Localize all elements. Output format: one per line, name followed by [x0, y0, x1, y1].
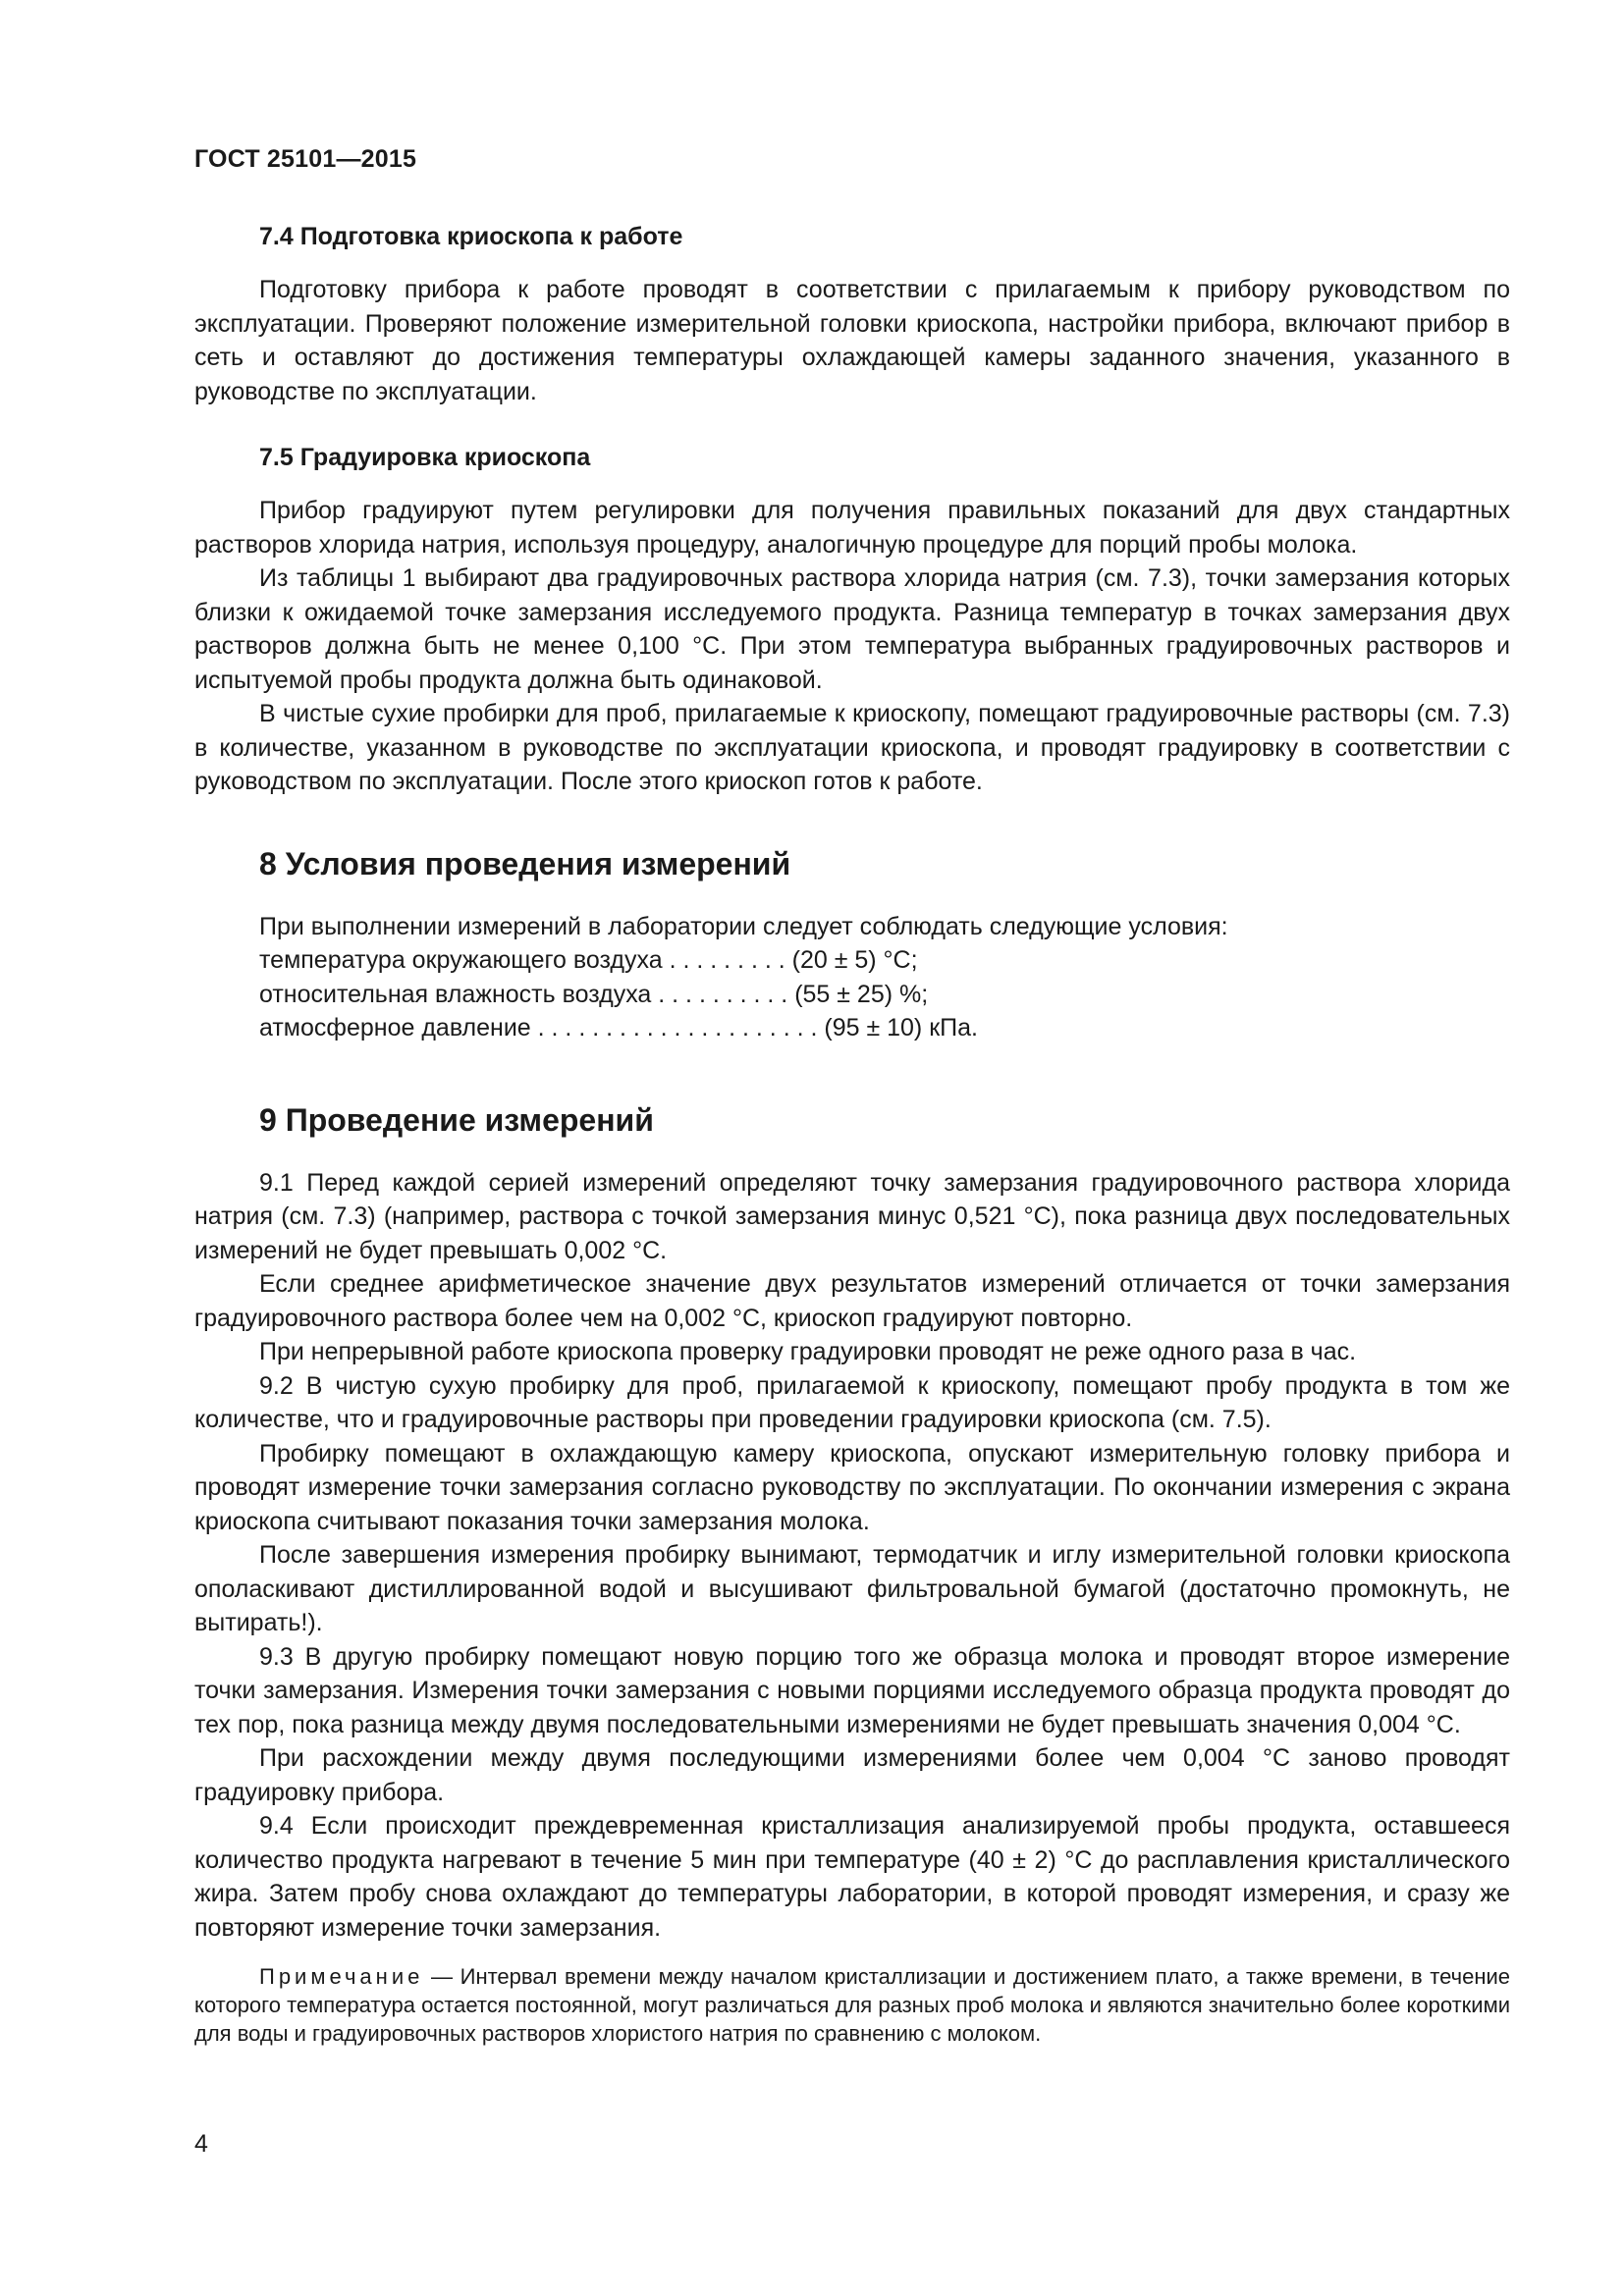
note-text: — Интервал времени между началом кристаллизации и достижением плато, а также времени, в течение которого температура остается постоянной, могут различаться для разных проб молока и являются значительно более короткими для воды и градуировочных растворов хлористого натрия по сравнению с молоком.: [194, 1964, 1510, 2046]
section-7-4-paragraph: Подготовку прибора к работе проводят в соответствии с прилагаемым к прибору руководством по эксплуатации. Проверяют положение измерительной головки криоскопа, настройки прибора, включают прибор в сеть и оставляют до достижения температуры охлаждающей камеры заданного значения, указанного в руководстве по эксплуатации.: [194, 276, 1510, 405]
section-9-paragraph: При расхождении между двумя последующими измерениями более чем 0,004 °С заново проводят градуировку прибора.: [194, 1744, 1510, 1806]
section-7-4-title: 7.4 Подготовка криоскопа к работе: [259, 223, 683, 250]
section-7-5-paragraph-2: Из таблицы 1 выбирают два градуировочных раствора хлорида натрия (см. 7.3), точки замерзания которых близки к ожидаемой точке замерзания исследуемого продукта. Разница температур в точках замерзания двух растворов должна быть не менее 0,100 °С. При этом температура выбранных градуировочных растворов и испытуемой пробы продукта должна быть одинаковой.: [194, 564, 1510, 694]
section-8-title: 8 Условия проведения измерений: [259, 845, 791, 881]
document-page: [194, 145, 1510, 2048]
document-code: ГОСТ 25101—2015: [194, 145, 417, 173]
section-9-paragraph: При непрерывной работе криоскопа проверку градуировки проводят не реже одного раза в час.: [259, 1338, 1357, 1365]
condition-humidity: относительная влажность воздуха . . . . . . . . . . (55 ± 25) %;: [259, 980, 929, 1008]
section-9-title: 9 Проведение измерений: [259, 1101, 654, 1138]
section-7-5-paragraph-1: Прибор градуируют путем регулировки для получения правильных показаний для двух стандартных растворов хлорида натрия, используя процедуру, аналогичную процедуре для порций пробы молока.: [194, 497, 1510, 559]
note-label: Примечание: [259, 1964, 424, 1989]
note: [194, 1962, 1510, 2048]
section-9-paragraph: 9.1 Перед каждой серией измерений определяют точку замерзания градуировочного раствора хлорида натрия (см. 7.3) (например, раствора с точкой замерзания минус 0,521 °С), пока разница двух последовательных измерений не будет превышать 0,002 °С.: [194, 1168, 1510, 1264]
section-9-paragraph: После завершения измерения пробирку вынимают, термодатчик и иглу измерительной головки криоскопа ополаскивают дистиллированной водой и высушивают фильтровальной бумагой (достаточно промокнуть, не вытирать!).: [194, 1541, 1510, 1636]
conditions-intro: При выполнении измерений в лаборатории следует соблюдать следующие условия:: [259, 912, 1228, 940]
section-9-paragraph: Если среднее арифметическое значение двух результатов измерений отличается от точки замерзания градуировочного раствора более чем на 0,002 °С, криоскоп градуируют повторно.: [194, 1270, 1510, 1332]
section-9-paragraph: 9.4 Если происходит преждевременная кристаллизация анализируемой пробы продукта, оставшееся количество продукта нагревают в течение 5 мин при температуре (40 ± 2) °С до расплавления кристаллического жира. Затем пробу снова охлаждают до температуры лаборатории, в которой проводят измерения, и сразу же повторяют измерение точки замерзания.: [194, 1812, 1510, 1942]
section-9-paragraph: 9.3 В другую пробирку помещают новую порцию того же образца молока и проводят второе измерение точки замерзания. Измерения точки замерзания с новыми порциями исследуемого образца продукта проводят до тех пор, пока разница между двумя последовательными измерениями не будет превышать значения 0,004 °С.: [194, 1642, 1510, 1738]
condition-temperature: температура окружающего воздуха . . . . . . . . . (20 ± 5) °С;: [259, 946, 918, 974]
section-7-5-paragraph-3: В чистые сухие пробирки для проб, прилагаемые к криоскопу, помещают градуировочные растворы (см. 7.3) в количестве, указанном в руководстве по эксплуатации криоскопа, и проводят градуировку в соответствии с руководством по эксплуатации. После этого криоскоп готов к работе.: [194, 700, 1510, 795]
condition-pressure: атмосферное давление . . . . . . . . . . . . . . . . . . . . . (95 ± 10) кПа.: [259, 1014, 978, 1041]
page-number: 4: [194, 2130, 208, 2158]
section-7-5-title: 7.5 Градуировка криоскопа: [259, 444, 591, 471]
section-9-paragraph: Пробирку помещают в охлаждающую камеру криоскопа, опускают измерительную головку прибора и проводят измерение точки замерзания согласно руководству по эксплуатации. По окончании измерения с экрана криоскопа считывают показания точки замерзания молока.: [194, 1439, 1510, 1535]
section-9-paragraph: 9.2 В чистую сухую пробирку для проб, прилагаемой к криоскопу, помещают пробу продукта в том же количестве, что и градуировочные растворы при проведении градуировки криоскопа (см. 7.5).: [194, 1371, 1510, 1433]
conditions-list: [194, 910, 1510, 1045]
